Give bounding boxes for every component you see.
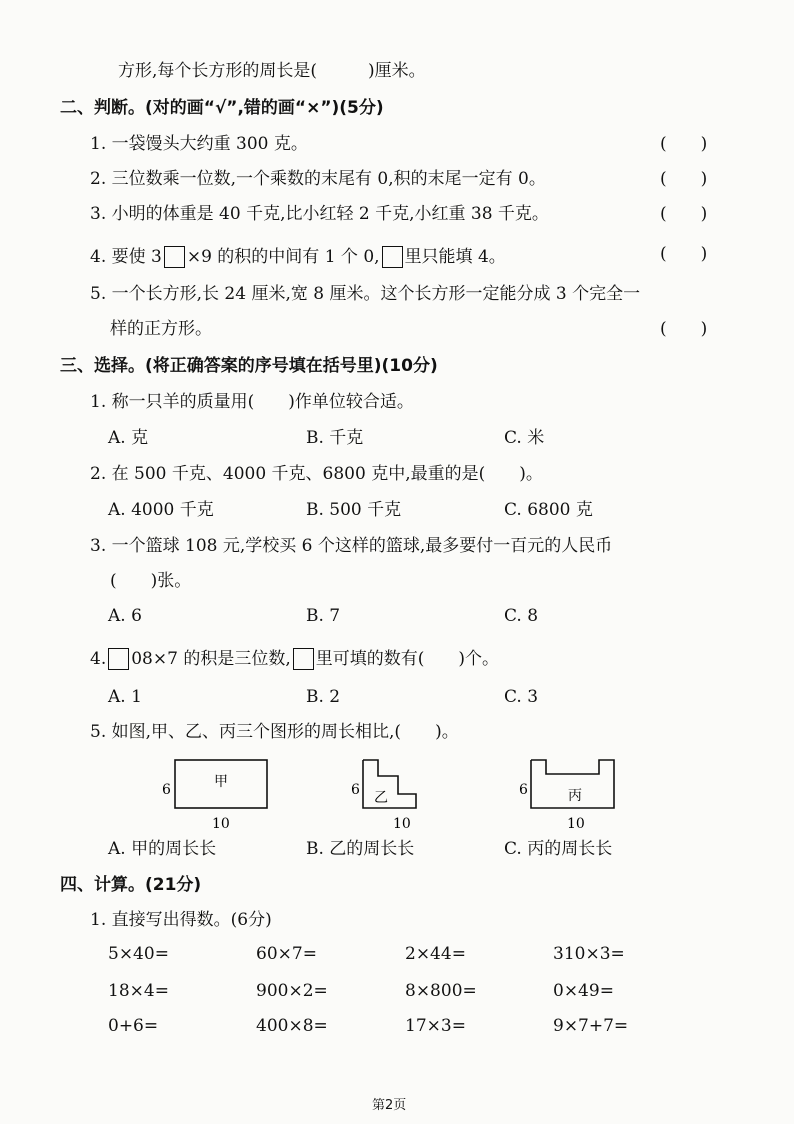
q3-option-b[interactable]: B. 7 (306, 606, 341, 626)
q1-option-b[interactable]: B. 千克 (306, 428, 364, 448)
answer-paren-5[interactable]: ( ) (660, 319, 708, 339)
judge-item-5-cont: 样的正方形。 (110, 319, 212, 339)
choice-q2: 2. 在 500 千克、4000 千克、6800 克中,最重的是( )。 (90, 464, 543, 484)
answer-paren-1[interactable]: ( ) (660, 134, 708, 154)
q5-option-c[interactable]: C. 丙的周长长 (504, 839, 613, 859)
choice-q5: 5. 如图,甲、乙、丙三个图形的周长相比,( )。 (90, 722, 459, 742)
calc-item[interactable]: 18×4= (108, 981, 169, 1001)
figure-yi-width: 10 (393, 816, 411, 832)
judge-item-3: 3. 小明的体重是 40 千克,比小红轻 2 千克,小红重 38 千克。 (90, 204, 549, 224)
q3-option-c[interactable]: C. 8 (504, 606, 539, 626)
blank-box[interactable] (382, 246, 403, 268)
judge-item-2: 2. 三位数乘一位数,一个乘数的末尾有 0,积的末尾一定有 0。 (90, 169, 546, 189)
q3-option-a[interactable]: A. 6 (108, 606, 142, 626)
calc-item[interactable]: 5×40= (108, 944, 169, 964)
answer-paren-3[interactable]: ( ) (660, 204, 708, 224)
calc-item[interactable]: 900×2= (256, 981, 328, 1001)
judge-item-4 (90, 246, 506, 268)
q4-option-c[interactable]: C. 3 (504, 687, 539, 707)
q5-option-a[interactable]: A. 甲的周长长 (108, 839, 217, 859)
answer-paren-4[interactable]: ( ) (660, 244, 708, 264)
calc-item[interactable]: 0×49= (553, 981, 614, 1001)
blank-box[interactable] (164, 246, 185, 268)
choice-q4-mid: 08×7 的积是三位数, (131, 649, 291, 669)
q2-option-c[interactable]: C. 6800 克 (504, 500, 593, 520)
figure-jia-label: 甲 (214, 774, 228, 790)
blank-box[interactable] (293, 648, 314, 670)
calc-subtitle: 1. 直接写出得数。(6分) (90, 910, 272, 930)
figure-jia-width: 10 (212, 816, 230, 832)
q2-option-a[interactable]: A. 4000 千克 (108, 500, 214, 520)
perimeter-figures (150, 752, 670, 834)
calc-item[interactable]: 8×800= (405, 981, 477, 1001)
section-3-title: 三、选择。(将正确答案的序号填在括号里)(10分) (60, 356, 438, 376)
calc-item[interactable]: 400×8= (256, 1016, 328, 1036)
calc-item[interactable]: 0+6= (108, 1016, 159, 1036)
calc-item[interactable]: 17×3= (405, 1016, 466, 1036)
calc-item[interactable]: 310×3= (553, 944, 625, 964)
calc-item[interactable]: 9×7+7= (553, 1016, 629, 1036)
figure-jia-height: 6 (162, 782, 171, 798)
top-line: 方形,每个长方形的周长是( )厘米。 (118, 61, 426, 81)
judge-item-4-post: 里只能填 4。 (404, 247, 506, 267)
q2-option-b[interactable]: B. 500 千克 (306, 500, 402, 520)
q5-option-b[interactable]: B. 乙的周长长 (306, 839, 415, 859)
figure-bing-label: 丙 (568, 788, 582, 804)
choice-q3: 3. 一个篮球 108 元,学校买 6 个这样的篮球,最多要付一百元的人民币 (90, 536, 613, 556)
figure-bing-height: 6 (519, 782, 528, 798)
answer-paren-2[interactable]: ( ) (660, 169, 708, 189)
choice-q4-post: 里可填的数有( )个。 (315, 649, 499, 669)
q1-option-a[interactable]: A. 克 (108, 428, 149, 448)
choice-q4-pre: 4. (90, 649, 107, 669)
judge-item-1: 1. 一袋馒头大约重 300 克。 (90, 134, 308, 154)
q4-option-a[interactable]: A. 1 (108, 687, 142, 707)
judge-item-5: 5. 一个长方形,长 24 厘米,宽 8 厘米。这个长方形一定能分成 3 个完全一 (90, 284, 641, 304)
calc-item[interactable]: 60×7= (256, 944, 317, 964)
figure-yi-height: 6 (351, 782, 360, 798)
q4-option-b[interactable]: B. 2 (306, 687, 341, 707)
judge-item-4-mid: ×9 的积的中间有 1 个 0, (186, 247, 380, 267)
choice-q4 (90, 648, 499, 670)
section-2-title: 二、判断。(对的画“√”,错的画“×”)(5分) (60, 98, 384, 118)
figure-bing-width: 10 (567, 816, 585, 832)
blank-box[interactable] (108, 648, 129, 670)
judge-item-4-pre: 4. 要使 3 (90, 247, 162, 267)
choice-q3-cont: ( )张。 (110, 571, 192, 591)
calc-item[interactable]: 2×44= (405, 944, 466, 964)
page-number: 第2页 (372, 1098, 407, 1113)
section-4-title: 四、计算。(21分) (60, 875, 202, 895)
choice-q1: 1. 称一只羊的质量用( )作单位较合适。 (90, 392, 414, 412)
q1-option-c[interactable]: C. 米 (504, 428, 545, 448)
figure-yi-label: 乙 (374, 790, 388, 806)
figure-yi-shape (363, 760, 416, 808)
